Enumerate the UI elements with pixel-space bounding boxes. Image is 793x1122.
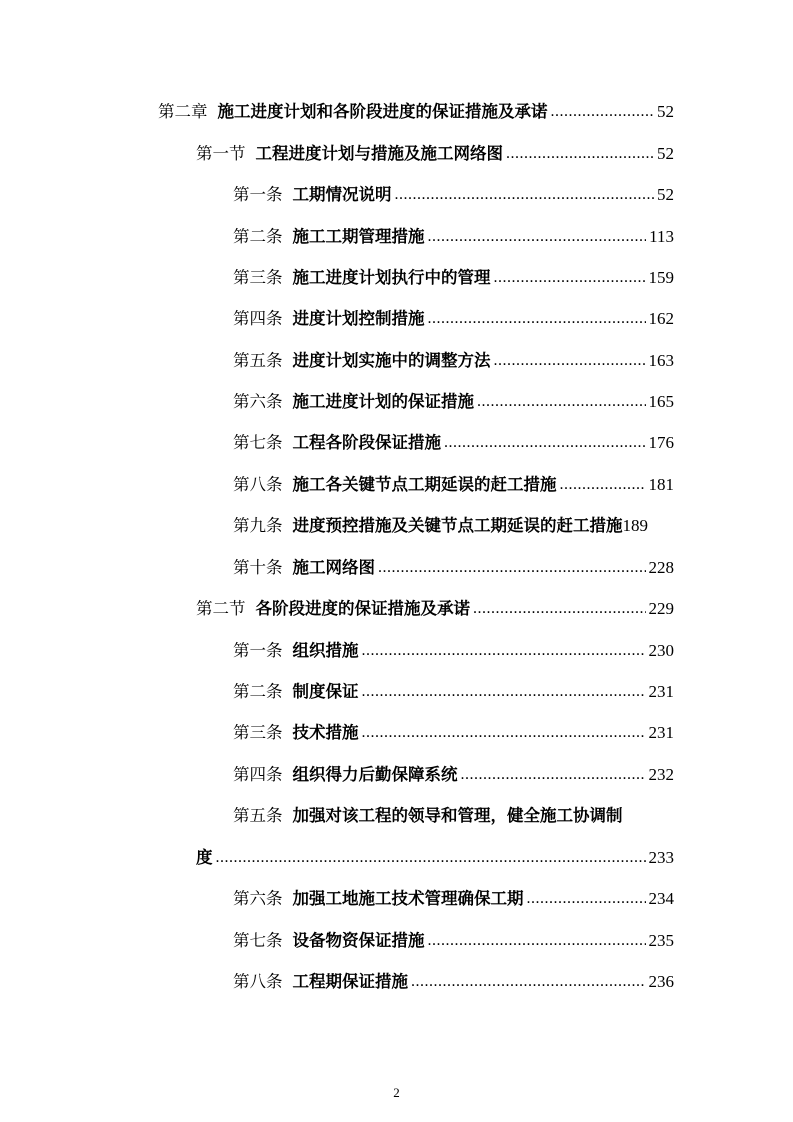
toc-entry-article[interactable] — [233, 967, 674, 993]
toc-entry-page: 228 — [648, 558, 674, 577]
toc-entry-title: 工程进度计划与措施及施工网络图 — [255, 144, 503, 163]
toc-entry-section-1[interactable] — [196, 139, 674, 165]
dot-leader — [444, 432, 646, 454]
toc-entry-title: 组织措施 — [292, 641, 359, 660]
dot-leader — [428, 930, 646, 952]
toc-entry-article[interactable] — [233, 428, 674, 454]
toc-entry-page: 234 — [648, 889, 674, 908]
toc-entry-article[interactable] — [233, 263, 674, 289]
toc-entry-number: 第十条 — [233, 558, 283, 577]
toc-entry-article[interactable] — [233, 180, 674, 206]
toc-entry-title: 施工网络图 — [292, 558, 375, 577]
toc-entry-number: 第二条 — [233, 227, 283, 246]
toc-entry-page: 159 — [648, 268, 674, 287]
dot-leader — [362, 722, 646, 744]
toc-entry-page: 229 — [648, 599, 674, 618]
toc-entry-article[interactable] — [233, 884, 674, 910]
toc-entry-number: 第八条 — [233, 475, 283, 494]
toc-entry-article[interactable] — [233, 801, 674, 827]
dot-leader — [551, 101, 655, 123]
toc-entry-title: 加强工地施工技术管理确保工期 — [292, 889, 524, 908]
toc-entry-title: 施工各关键节点工期延误的赶工措施 — [292, 475, 557, 494]
toc-entry-page: 52 — [657, 185, 674, 204]
toc-entry-article[interactable] — [233, 636, 674, 662]
toc-entry-page: 230 — [648, 641, 674, 660]
toc-entry-title: 施工进度计划和各阶段进度的保证措施及承诺 — [217, 102, 548, 121]
toc-entry-number: 第五条 — [233, 806, 283, 825]
toc-entry-page: 113 — [649, 227, 674, 246]
toc-entry-title: 施工进度计划的保证措施 — [292, 392, 474, 411]
dot-leader — [428, 308, 646, 330]
toc-entry-article[interactable] — [233, 677, 674, 703]
dot-leader — [428, 226, 647, 248]
toc-entry-article[interactable] — [233, 511, 703, 537]
toc-entry-article[interactable] — [233, 926, 674, 952]
dot-leader — [560, 474, 646, 496]
toc-entry-title: 工程期保证措施 — [292, 972, 408, 991]
toc-entry-number: 第三条 — [233, 268, 283, 287]
dot-leader — [411, 971, 646, 993]
toc-entry-chapter-2[interactable] — [158, 97, 674, 123]
toc-entry-title: 施工进度计划执行中的管理 — [292, 268, 491, 287]
toc-entry-title: 工程各阶段保证措施 — [292, 433, 441, 452]
toc-entry-number: 第二条 — [233, 682, 283, 701]
toc-entry-title: 度 — [196, 848, 213, 867]
toc-entry-title: 施工工期管理措施 — [292, 227, 425, 246]
toc-entry-title: 设备物资保证措施 — [292, 931, 425, 950]
page-number: 2 — [393, 1085, 400, 1100]
toc-entry-page: 176 — [648, 433, 674, 452]
toc-entry-article[interactable] — [233, 387, 674, 413]
toc-entry-page: 181 — [648, 475, 674, 494]
toc-entry-article[interactable] — [233, 304, 674, 330]
toc-entry-number: 第六条 — [233, 392, 283, 411]
toc-entry-number: 第四条 — [233, 765, 283, 784]
dot-leader — [362, 640, 646, 662]
toc-entry-number: 第六条 — [233, 889, 283, 908]
toc-entry-article[interactable] — [233, 760, 674, 786]
toc-entry-title: 制度保证 — [292, 682, 359, 701]
toc-entry-number: 第八条 — [233, 972, 283, 991]
toc-entry-article[interactable] — [233, 553, 674, 579]
toc-entry-page: 189 — [622, 516, 648, 535]
toc-entry-article[interactable] — [233, 470, 674, 496]
toc-entry-number: 第七条 — [233, 931, 283, 950]
toc-entry-title: 进度计划控制措施 — [292, 309, 425, 328]
dot-leader — [461, 764, 646, 786]
toc-entry-page: 233 — [648, 848, 674, 867]
toc-entry-number: 第一条 — [233, 185, 283, 204]
dot-leader — [506, 143, 654, 165]
dot-leader — [362, 681, 646, 703]
toc-entry-title: 进度计划实施中的调整方法 — [292, 351, 491, 370]
toc-entry-section-2[interactable] — [196, 594, 674, 620]
dot-leader — [378, 557, 646, 579]
dot-leader — [395, 184, 655, 206]
toc-entry-page: 231 — [648, 723, 674, 742]
toc-entry-article[interactable] — [233, 222, 674, 248]
toc-entry-continuation[interactable] — [196, 843, 674, 869]
toc-entry-number: 第一条 — [233, 641, 283, 660]
dot-leader — [216, 847, 646, 869]
toc-entry-title: 各阶段进度的保证措施及承诺 — [255, 599, 470, 618]
toc-entry-page: 52 — [657, 144, 674, 163]
toc-entry-page: 162 — [648, 309, 674, 328]
dot-leader — [494, 267, 646, 289]
toc-entry-page: 232 — [648, 765, 674, 784]
toc-entry-title: 组织得力后勤保障系统 — [292, 765, 458, 784]
toc-entry-page: 52 — [657, 102, 674, 121]
toc-entry-title: 工期情况说明 — [292, 185, 392, 204]
toc-entry-number: 第二节 — [196, 599, 246, 618]
toc-entry-page: 231 — [648, 682, 674, 701]
toc-entry-number: 第一节 — [196, 144, 246, 163]
toc-entry-title: 加强对该工程的领导和管理，健全施工协调制 — [292, 806, 623, 825]
toc-entry-number: 第九条 — [233, 516, 283, 535]
toc-entry-article[interactable] — [233, 718, 674, 744]
toc-entry-page: 165 — [648, 392, 674, 411]
toc-entry-article[interactable] — [233, 346, 674, 372]
toc-entry-number: 第二章 — [158, 102, 208, 121]
dot-leader — [527, 888, 646, 910]
toc-entry-number: 第五条 — [233, 351, 283, 370]
toc-entry-page: 163 — [648, 351, 674, 370]
toc-entry-title: 进度预控措施及关键节点工期延误的赶工措施 — [292, 516, 623, 535]
toc-entry-number: 第七条 — [233, 433, 283, 452]
toc-entry-number: 第四条 — [233, 309, 283, 328]
dot-leader — [473, 598, 646, 620]
toc-entry-number: 第三条 — [233, 723, 283, 742]
toc-entry-page: 236 — [648, 972, 674, 991]
toc-entry-page: 235 — [648, 931, 674, 950]
toc-entry-title: 技术措施 — [292, 723, 359, 742]
dot-leader — [477, 391, 646, 413]
dot-leader — [494, 350, 646, 372]
